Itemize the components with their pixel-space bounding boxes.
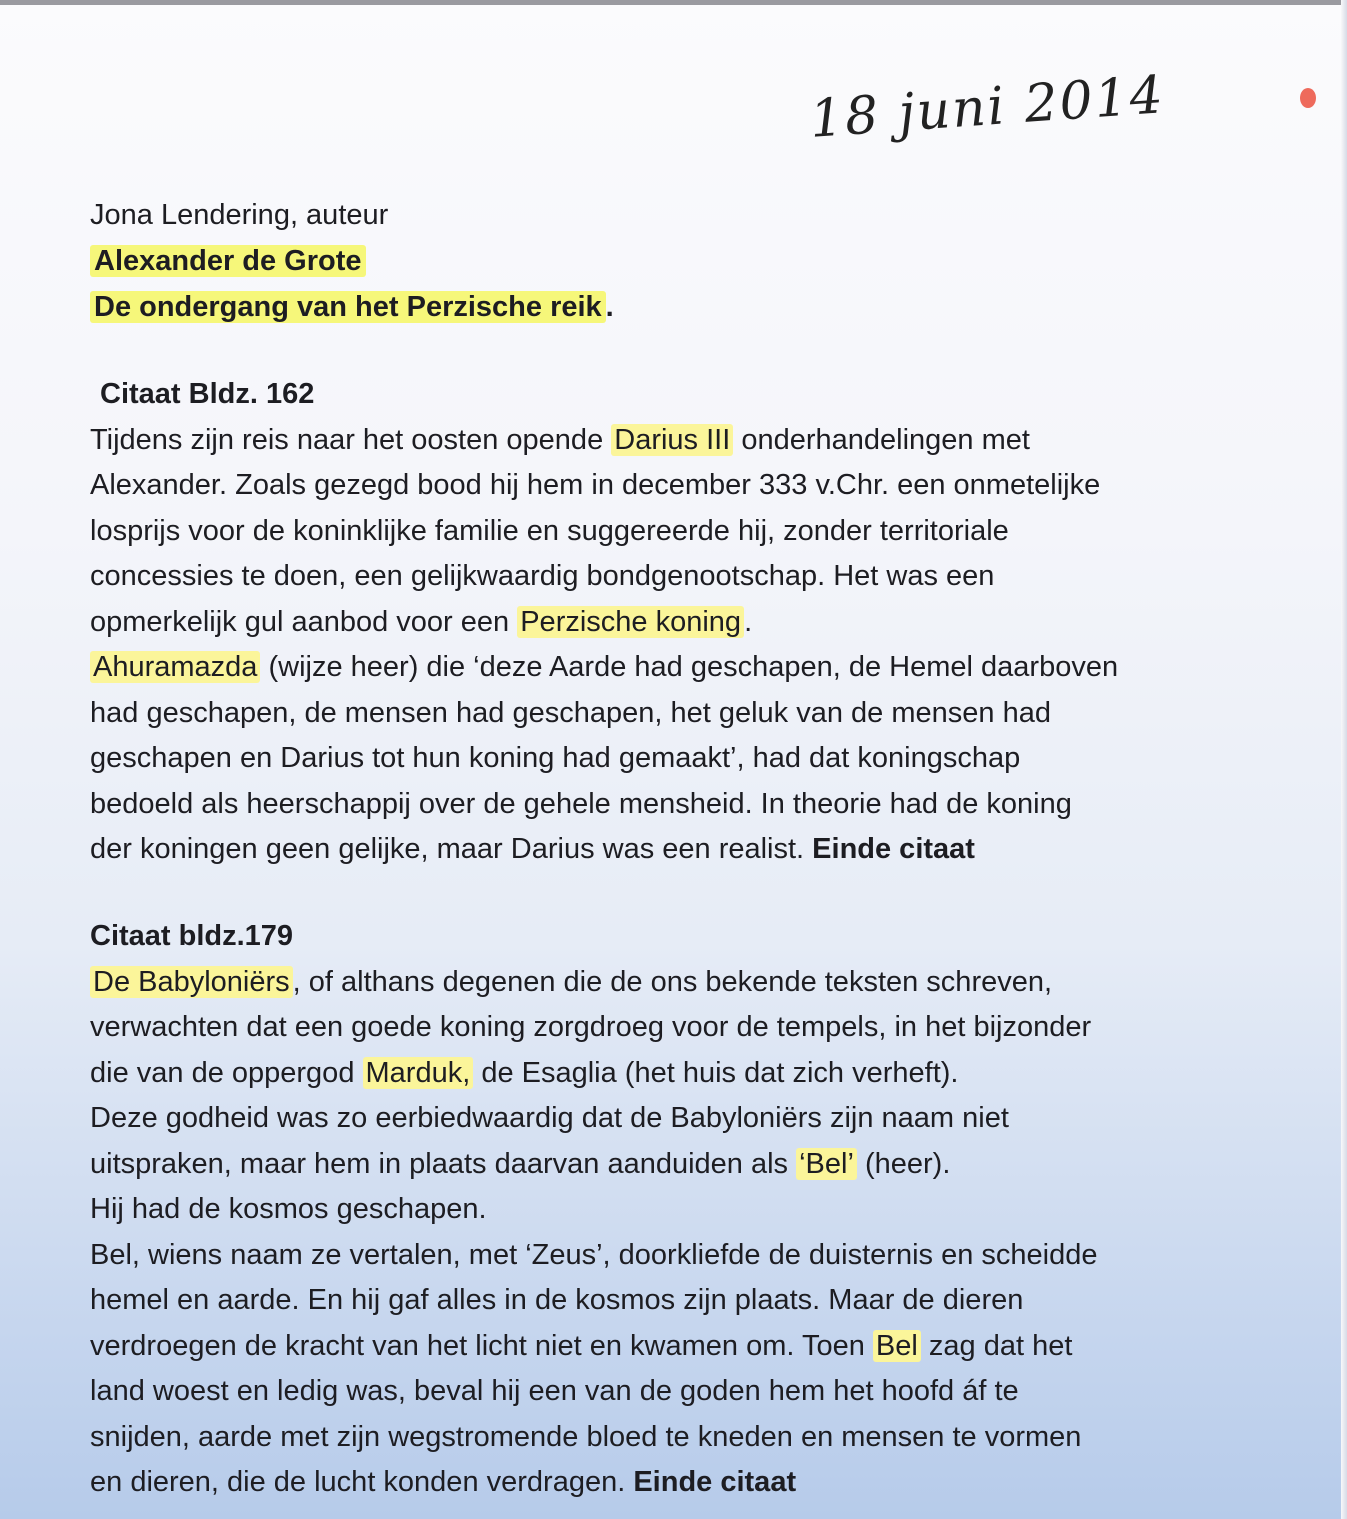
page-edge [1341,0,1347,1519]
quote-heading: Citaat Bldz. 162 [100,378,315,410]
text-segment: zag dat het [920,1329,1073,1362]
highlight-babyloniers: De Babyloniërs [90,966,293,998]
author-line: Jona Lendering, auteur [90,199,389,231]
quote-line [90,1142,1300,1188]
highlight-marduk: Marduk, [363,1057,474,1089]
quote-line [90,827,1300,873]
text-segment: Tijdens zijn reis naar het oosten opende [90,423,612,456]
quote-end-marker: Einde citaat [812,833,975,865]
quote-line [90,1460,1300,1506]
text-segment: (heer). [856,1147,951,1180]
quote-line: Hij had de kosmos geschapen. [90,1193,487,1225]
quote-line [90,418,1300,464]
text-segment: verdroegen de kracht van het licht niet en kwamen om. Toen [90,1329,873,1362]
text-segment: de Esaglia (het huis dat zich verheft). [473,1056,959,1089]
book-subtitle-line [90,284,614,330]
quote-line: snijden, aarde met zijn wegstromende bloed te kneden en mensen te vormen [90,1420,1082,1453]
highlight-perzische-koning: Perzische koning [517,606,744,638]
quote-line: land woest en ledig was, beval hij een van de goden hem het hoofd áf te [90,1375,1019,1407]
text-segment: en dieren, die de lucht konden verdragen. [90,1466,634,1498]
quote-section-162 [90,372,1300,873]
quote-section-179 [90,914,1300,1506]
quote-line: verwachten dat een goede koning zorgdroeg voor de tempels, in het bijzonder [90,1011,1092,1043]
highlight-ahuramazda: Ahuramazda [90,651,260,683]
handwritten-date: 18 juni 2014 [808,65,1167,150]
quote-line: bedoeld als heerschappij over de gehele mensheid. In theorie had de koning [90,787,1072,820]
quote-line: Bel, wiens naam ze vertalen, met ‘Zeus’, doorkliefde de duisternis en scheidde [90,1238,1098,1271]
quote-line: Deze godheid was zo eerbiedwaardig dat de Babyloniërs zijn naam niet [90,1102,1009,1134]
quote-line: had geschapen, de mensen had geschapen, het geluk van de mensen had [90,696,1051,729]
highlight-bel: ‘Bel’ [796,1148,857,1180]
book-title-line [90,238,614,284]
quote-line [90,1051,1300,1097]
text-segment: (wijze heer) die ‘deze Aarde had geschapen, de Hemel daarboven [260,651,1119,683]
text-segment: onderhandelingen met [733,423,1030,456]
quote-line [90,645,1300,691]
subtitle-period: . [605,291,614,323]
text-segment: uitspraken, maar hem in plaats daarvan aanduiden als [90,1147,797,1180]
quote-line: concessies te doen, een gelijkwaardig bondgenootschap. Het was een [90,560,995,592]
book-header [90,192,614,330]
book-subtitle: De ondergang van het Perzische reik [90,291,606,323]
text-segment: opmerkelijk gul aanbod voor een [90,605,518,638]
highlight-darius: Darius III [611,424,733,456]
text-segment: . [744,605,753,638]
quote-heading: Citaat bldz.179 [90,920,294,952]
red-mark [1300,88,1316,108]
highlight-bel-2: Bel [873,1330,921,1362]
text-segment: , of althans degenen die de ons bekende teksten schreven, [292,965,1053,998]
book-title: Alexander de Grote [90,245,366,277]
quote-line: losprijs voor de koninklijke familie en suggereerde hij, zonder territoriale [90,514,1009,547]
quote-line: hemel en aarde. En hij gaf alles in de kosmos zijn plaats. Maar de dieren [90,1284,1024,1316]
text-segment: der koningen geen gelijke, maar Darius was een realist. [90,833,813,865]
text-segment: die van de oppergod [90,1056,363,1089]
quote-line [90,1324,1300,1370]
quote-line: Alexander. Zoals gezegd bood hij hem in december 333 v.Chr. een onmetelijke [90,469,1101,501]
quote-end-marker: Einde citaat [633,1466,797,1498]
top-border [0,0,1347,5]
quote-line [90,960,1300,1006]
quote-line: geschapen en Darius tot hun koning had gemaakt’, had dat koningschap [90,742,1021,774]
quote-line [90,600,1300,646]
